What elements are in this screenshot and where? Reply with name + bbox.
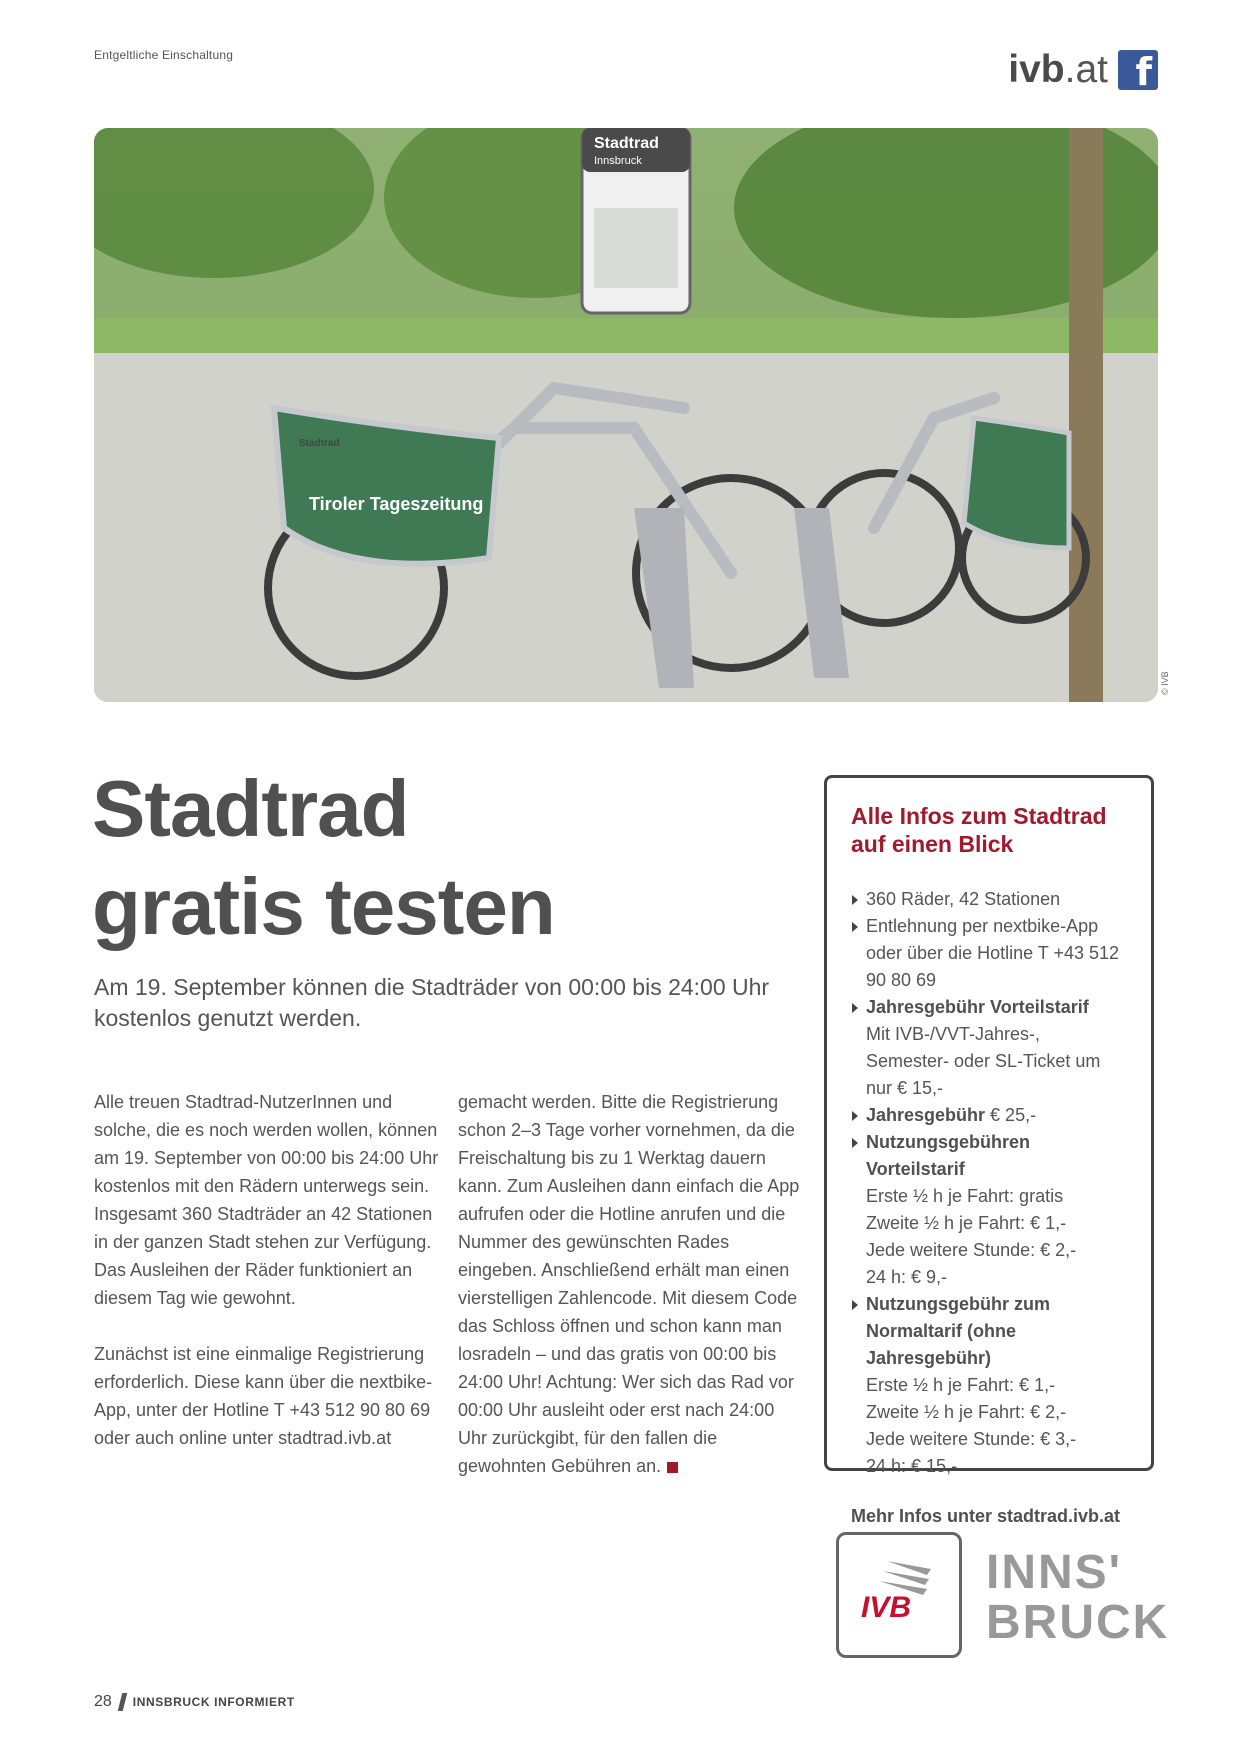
bullet-arrow-icon bbox=[852, 1300, 858, 1310]
info-list bbox=[851, 886, 1127, 1480]
bullet-arrow-icon bbox=[852, 922, 858, 932]
bullet-arrow-icon bbox=[852, 1003, 858, 1013]
ivb-logo-graphic bbox=[839, 1535, 959, 1655]
bullet-arrow-icon bbox=[852, 1111, 858, 1121]
info-box-title: Alle Infos zum Stadtrad auf einen Blick bbox=[851, 803, 1107, 857]
panel-brand: Stadtrad bbox=[299, 438, 340, 449]
site-brand[interactable] bbox=[1008, 48, 1158, 92]
footer-divider bbox=[118, 1693, 127, 1711]
page-number: 28 bbox=[94, 1693, 112, 1710]
info-item: Nutzungsgebühr zum Normaltarif (ohne Jahresgebühr) Erste ½ h je Fahrt: € 1,- Zweite ½ h je Fahrt: € 2,- Jede weitere Stunde: € 3,- 24 h: € 15,- bbox=[851, 1291, 1127, 1480]
photo-illustration bbox=[94, 128, 1158, 702]
innsbruck-logo: INNS' BRUCK bbox=[986, 1546, 1170, 1649]
article-column-2 bbox=[458, 1088, 803, 1508]
end-mark bbox=[667, 1462, 678, 1473]
bullet-arrow-icon bbox=[852, 1138, 858, 1148]
bike-station-photo bbox=[94, 128, 1158, 702]
headline-line-1: Stadtrad bbox=[92, 764, 409, 853]
sign-title: Stadtrad bbox=[594, 135, 659, 152]
bullet-arrow-icon bbox=[852, 895, 858, 905]
info-item: Jahresgebühr € 25,- bbox=[851, 1102, 1127, 1129]
info-box bbox=[824, 775, 1154, 1526]
ivb-logo bbox=[836, 1532, 962, 1658]
publication-name: INNSBRUCK INFORMIERT bbox=[132, 1695, 295, 1709]
paragraph: Zunächst ist eine einmalige Registrierung erforderlich. Diese kann über die nextbike-App, unter der Hotline T +43 512 90 80 69 oder auch online unter stadtrad.ivb.at bbox=[94, 1344, 433, 1448]
headline bbox=[92, 760, 555, 956]
more-info-link[interactable]: Mehr Infos unter stadtrad.ivb.at bbox=[851, 1506, 1121, 1526]
photo-credit: © IVB bbox=[1160, 671, 1170, 695]
article-column-1 bbox=[94, 1088, 439, 1480]
info-item: Nutzungsgebühren Vorteilstarif Erste ½ h je Fahrt: gratis Zweite ½ h je Fahrt: € 1,- Jede weitere Stunde: € 2,- 24 h: € 9,- bbox=[851, 1129, 1127, 1291]
headline-line-2: gratis testen bbox=[92, 862, 555, 951]
info-item: 360 Räder, 42 Stationen bbox=[851, 886, 1127, 913]
panel-text: Tiroler Tageszeitung bbox=[309, 494, 484, 514]
advertisement-tag: Entgeltliche Einschaltung bbox=[94, 48, 234, 62]
tree-trunk bbox=[1069, 128, 1103, 702]
info-item: Jahresgebühr Vorteilstarif Mit IVB-/VVT-Jahres-, Semester- oder SL-Ticket um nur € 15,- bbox=[851, 994, 1127, 1102]
info-item: Entlehnung per nextbike-App oder über die Hotline T +43 512 90 80 69 bbox=[851, 913, 1127, 994]
lawn bbox=[94, 318, 1158, 358]
sign-subtitle: Innsbruck bbox=[594, 155, 642, 167]
paragraph: gemacht werden. Bitte die Registrierung schon 2–3 Tage vorher vornehmen, da die Freischaltung bis zu 1 Werktag dauern kann. Zum Ausleihen dann einfach die App aufrufen oder die Hotline anrufen und die Nummer des gewünschten Rades eingeben. Anschließend erhält man einen vierstelligen Zahlencode. Mit diesem Code das Schloss öffnen und schon kann man losradeln – und das gratis von 00:00 bis 24:00 Uhr! Achtung: Wer sich das Rad vor 00:00 Uhr ausleiht oder erst nach 24:00 Uhr zurückgibt, für den fallen die gewohnten Gebühren an. bbox=[458, 1092, 800, 1476]
paragraph: Alle treuen Stadtrad-NutzerInnen und solche, die es noch werden wollen, können am 19. September von 00:00 bis 24:00 Uhr kostenlos mit den Rädern unterwegs sein. Insgesamt 360 Stadträder an 42 Stationen in der ganzen Stadt stehen zur Verfügung. Das Ausleihen der Räder funktioniert an diesem Tag wie gewohnt. bbox=[94, 1092, 439, 1308]
site-url[interactable]: ivb.at bbox=[1008, 48, 1108, 91]
facebook-icon[interactable]: f bbox=[1118, 50, 1158, 90]
page-footer bbox=[94, 1693, 295, 1711]
svg-text:IVB: IVB bbox=[861, 1591, 912, 1624]
lead-text: Am 19. September können die Stadträder von 00:00 bis 24:00 Uhr kostenlos genutzt werden. bbox=[94, 974, 770, 1031]
